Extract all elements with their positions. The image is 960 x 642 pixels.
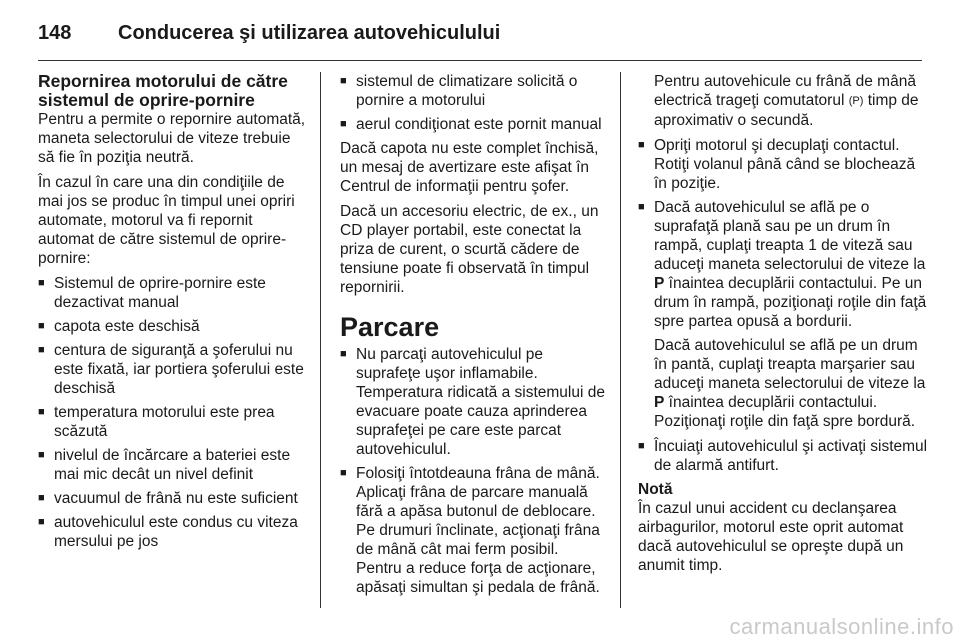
continued-text: Pentru autovehicule cu frână de mână electrică trageţi comutatorul (P) timp de aproximativ o secundă. (654, 73, 919, 129)
list-item: ■ Dacă autovehiculul se află pe o suprafaţă plană sau pe un drum în rampă, cuplaţi treapta 1 de viteză sau aduceţi maneta selectorului de viteze la P înaintea decuplării contactului. Pe un drum în rampă, poziţionaţi roţile din faţă spre partea opusă a bordurii. (638, 198, 928, 331)
paragraph: Dacă un accesoriu electric, de ex., un CD player portabil, este conectat la priza de curent, o scurtă cădere de tensiune poate fi observată în timpul repornirii. (340, 203, 599, 296)
list-item: ■ aerul condiţionat este pornit manual (340, 115, 608, 134)
note-text: În cazul unui accident cu declanşarea airbagurilor, motorul este oprit automat dacă autovehiculul se opreşte după un anumit timp. (638, 500, 904, 574)
list-item: ■ Încuiaţi autovehiculul şi activaţi sistemul de alarmă antifurt. (638, 437, 928, 475)
bullet-list (38, 274, 306, 551)
column-2 (340, 72, 608, 602)
list-item: ■ nivelul de încărcare a bateriei este mai mic decât un nivel definit (38, 446, 306, 484)
list-item: ■ sistemul de climatizare solicită o pornire a motorului (340, 72, 608, 110)
column-divider-1 (320, 72, 321, 608)
column-3 (638, 72, 928, 581)
sub-paragraph: Dacă autovehiculul se află pe un drum în pantă, cuplaţi treapta marşarier sau aduceţi maneta selectorului de viteze la P înaintea decuplării contactului. Poziţionaţi roţile din faţă spre bordură. (654, 337, 926, 430)
paragraph: În cazul în care una din condiţiile de mai jos se produc în timpul unei opriri automate, motorul va fi repornit automat de către sistemul de oprire-pornire: (38, 174, 295, 267)
parking-brake-icon: (P) (848, 95, 864, 107)
bullet-list (340, 345, 608, 597)
list-item: ■ vacuumul de frână nu este suficient (38, 489, 306, 508)
list-item: ■ autovehiculul este condus cu viteza mersului pe jos (38, 513, 306, 551)
list-item: ■ Sistemul de oprire-pornire este dezactivat manual (38, 274, 306, 312)
bullet-list (638, 136, 928, 331)
page-header (38, 12, 922, 54)
page-title: Conducerea şi utilizarea autovehiculului (118, 21, 501, 44)
column-divider-2 (620, 72, 621, 608)
list-item: ■ capota este deschisă (38, 317, 306, 336)
paragraph: Pentru a permite o repornire automată, maneta selectorului de viteze trebuie să fie în poziţia neutră. (38, 111, 306, 166)
bullet-list (340, 72, 608, 134)
header-rule (38, 60, 922, 61)
page-number: 148 (38, 21, 72, 44)
list-item: ■ centura de siguranţă a şoferului nu este fixată, iar portiera şoferului este deschisă (38, 341, 306, 398)
note-block (638, 480, 928, 575)
list-item: ■ Opriţi motorul şi decuplaţi contactul. Rotiţi volanul până când se blochează în poziţie. (638, 136, 928, 193)
list-item: ■ temperatura motorului este prea scăzută (38, 403, 306, 441)
section-heading-restart: Repornirea motorului de către sistemul de oprire-pornire (38, 71, 288, 110)
bullet-list (638, 437, 928, 475)
note-title: Notă (638, 481, 673, 498)
section-heading-parking: Parcare (340, 312, 440, 342)
column-1 (38, 72, 306, 556)
list-item: ■ Folosiţi întotdeauna frâna de mână. Aplicaţi frâna de parcare manuală fără a apăsa butonul de deblocare. Pe drumuri înclinate, acţionaţi frâna de mână cât mai ferm posibil. Pentru a reduce forţa de acţionare, apăsaţi simultan şi pedala de frână. (340, 464, 608, 597)
list-item: ■ Nu parcaţi autovehiculul pe suprafeţe uşor inflamabile. Temperatura ridicată a sistemului de evacuare poate cauza aprinderea suprafeţei pe care este parcat autovehiculul. (340, 345, 608, 459)
paragraph: Dacă capota nu este complet închisă, un mesaj de avertizare este afişat în Centrul de informaţii pentru şofer. (340, 140, 599, 195)
watermark: carmanualsonline.info (729, 614, 954, 639)
